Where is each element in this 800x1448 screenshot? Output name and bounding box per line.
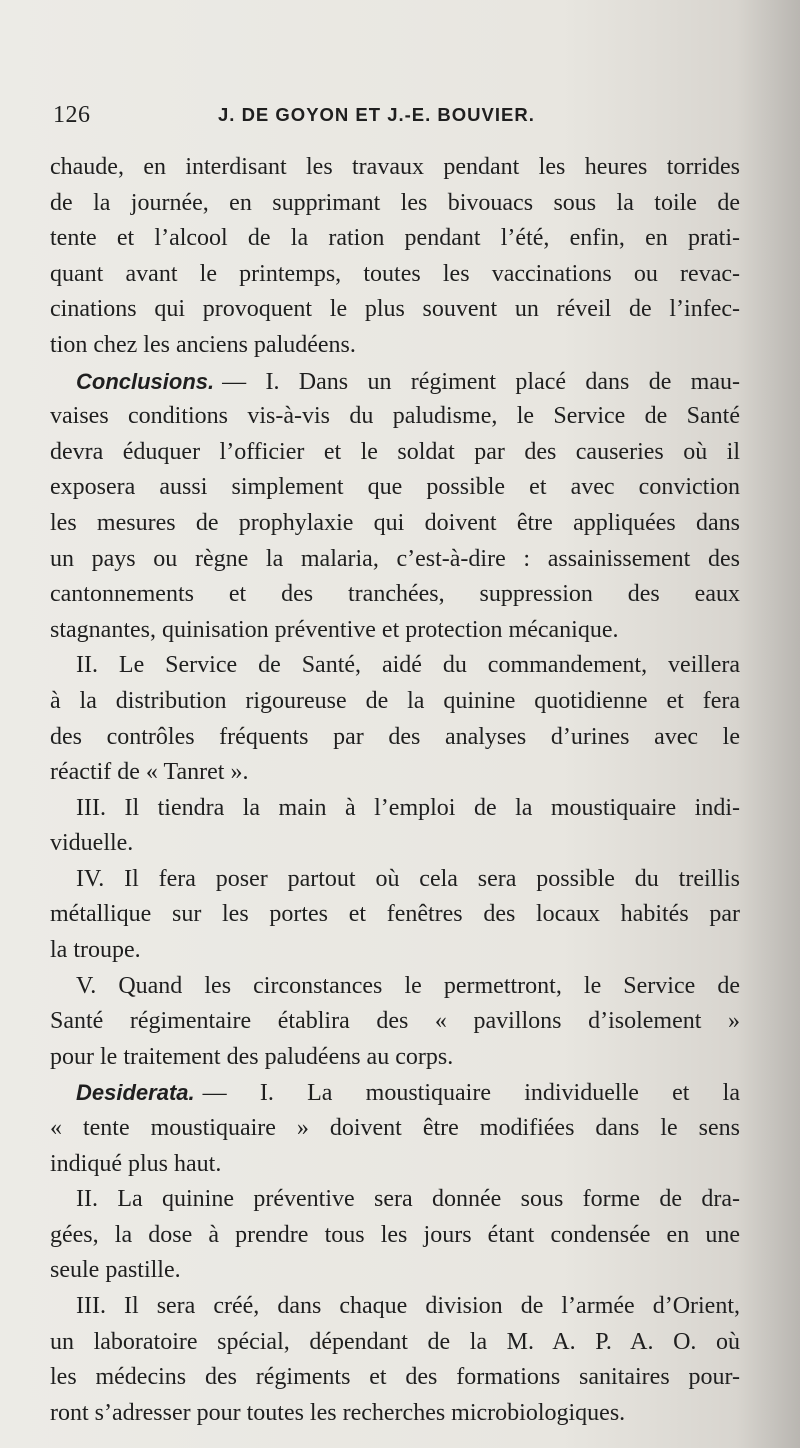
page-number: 126: [53, 102, 91, 128]
text-line: « tente moustiquaire » doivent être modifiées dans le sens: [50, 1115, 740, 1142]
text-line: à la distribution rigoureuse de la quinine quotidienne et fera: [50, 687, 740, 714]
text-line: un laboratoire spécial, dépendant de la M. A. P. A. O. où: [50, 1328, 740, 1355]
text-line: stagnantes, quinisation préventive et protection mécanique.: [50, 616, 619, 643]
text-line: métallique sur les portes et fenêtres des locaux habités par: [50, 901, 740, 928]
text-line: cantonnements et des tranchées, suppression des eaux: [50, 581, 740, 608]
text-line: gées, la dose à prendre tous les jours étant condensée en une: [50, 1221, 740, 1248]
running-head: J. DE GOYON ET J.-E. BOUVIER.: [218, 104, 535, 125]
text-line: de la journée, en supprimant les bivouacs sous la toile de: [50, 189, 740, 216]
section-heading-conclusions: Conclusions.: [76, 368, 215, 394]
text-line: Santé régimentaire établira des « pavillons d’isolement »: [50, 1008, 740, 1035]
text-line: seule pastille.: [50, 1257, 181, 1284]
text-line: — I. Dans un régiment placé dans de mau-: [222, 368, 740, 395]
text-line: viduelle.: [50, 830, 134, 857]
text-line: indiqué plus haut.: [50, 1150, 222, 1177]
text-line: tion chez les anciens paludéens.: [50, 331, 356, 358]
text-line: exposera aussi simplement que possible et avec conviction: [50, 474, 740, 501]
text-line: quant avant le printemps, toutes les vaccinations ou revac-: [50, 260, 740, 287]
text-line: — I. La moustiquaire individuelle et la: [202, 1080, 740, 1107]
text-line: vaises conditions vis-à-vis du paludisme, le Service de Santé: [50, 403, 740, 430]
text-line: IV. Il fera poser partout où cela sera possible du treillis: [76, 865, 740, 892]
text-line: tente et l’alcool de la ration pendant l’été, enfin, en prati-: [50, 225, 740, 252]
body-text: [50, 150, 740, 1431]
text-line: pour le traitement des paludéens au corps.: [50, 1043, 454, 1070]
text-line: les médecins des régiments et des formations sanitaires pour-: [50, 1364, 740, 1391]
text-line: II. Le Service de Santé, aidé du commandement, veillera: [76, 652, 740, 679]
page-header: [53, 100, 753, 134]
text-line: II. La quinine préventive sera donnée sous forme de dra-: [76, 1186, 740, 1213]
section-heading-desiderata: Desiderata.: [76, 1080, 195, 1106]
text-line: cinations qui provoquent le plus souvent un réveil de l’infec-: [50, 296, 740, 323]
text-line: les mesures de prophylaxie qui doivent être appliquées dans: [50, 509, 740, 536]
text-line: chaude, en interdisant les travaux pendant les heures torrides: [50, 154, 740, 180]
text-line: un pays ou règne la malaria, c’est-à-dire : assainissement des: [50, 545, 740, 572]
text-line: devra éduquer l’officier et le soldat par des causeries où il: [50, 438, 740, 465]
conclusions-paragraph-start: [50, 364, 740, 400]
text-line: des contrôles fréquents par des analyses d’urines avec le: [50, 723, 740, 750]
text-line: réactif de « Tanret ».: [50, 759, 249, 786]
text-line: la troupe.: [50, 937, 141, 964]
text-line: III. Il sera créé, dans chaque division de l’armée d’Orient,: [76, 1293, 740, 1319]
text-line: III. Il tiendra la main à l’emploi de la moustiquaire indi-: [76, 794, 740, 821]
desiderata-paragraph-start: [50, 1075, 740, 1111]
text-line: V. Quand les circonstances le permettront, le Service de: [76, 972, 740, 999]
text-line: ront s’adresser pour toutes les recherches microbiologiques.: [50, 1399, 626, 1426]
